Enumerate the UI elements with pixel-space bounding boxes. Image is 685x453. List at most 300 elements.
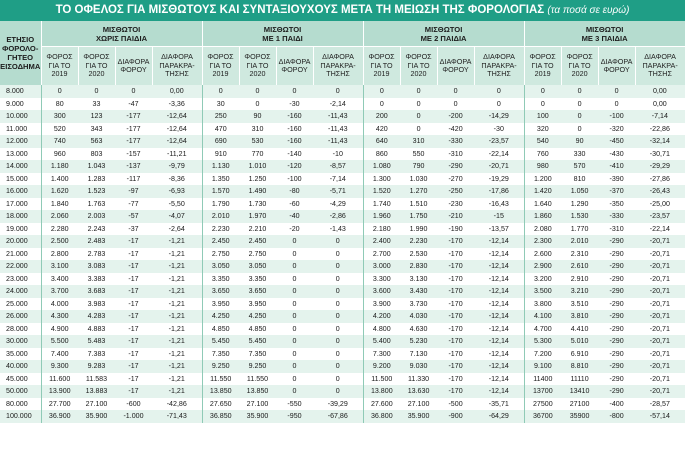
value-cell: -17: [115, 335, 152, 348]
value-cell: -17: [115, 348, 152, 361]
value-cell: 2.003: [78, 210, 115, 223]
value-cell: -170: [437, 273, 474, 286]
value-cell: -160: [276, 123, 313, 136]
value-cell: -5,71: [313, 185, 363, 198]
value-cell: -350: [598, 198, 635, 211]
value-cell: 0: [202, 85, 239, 98]
value-cell: -250: [437, 185, 474, 198]
value-cell: 0: [276, 348, 313, 361]
value-cell: -57,14: [635, 410, 685, 423]
value-cell: -170: [437, 335, 474, 348]
value-cell: -170: [437, 373, 474, 386]
value-cell: -450: [598, 135, 635, 148]
value-cell: -20,71: [635, 373, 685, 386]
value-cell: 1.283: [78, 173, 115, 186]
subcolumn-header: ΦΟΡΟΣ ΓΙΑ ΤΟ 2019: [41, 47, 78, 86]
value-cell: 1.640: [524, 198, 561, 211]
value-cell: 8.810: [561, 360, 598, 373]
value-cell: 570: [561, 160, 598, 173]
group-title-line2: ΜΕ 2 ΠΑΙΔΙΑ: [420, 33, 467, 43]
value-cell: 1.400: [41, 173, 78, 186]
value-cell: 2.750: [202, 248, 239, 261]
value-cell: -170: [437, 285, 474, 298]
value-cell: 3.650: [239, 285, 276, 298]
value-cell: 1.970: [239, 210, 276, 223]
value-cell: 310: [239, 123, 276, 136]
value-cell: -22,86: [635, 123, 685, 136]
value-cell: -1.000: [115, 410, 152, 423]
value-cell: 2.310: [561, 248, 598, 261]
value-cell: -64,29: [474, 410, 524, 423]
value-cell: 3.950: [239, 298, 276, 311]
value-cell: 4.300: [41, 310, 78, 323]
value-cell: -35,71: [474, 398, 524, 411]
income-cell: 24.000: [0, 285, 41, 298]
value-cell: -10: [313, 148, 363, 161]
value-cell: 3.683: [78, 285, 115, 298]
value-cell: 250: [202, 110, 239, 123]
value-cell: -550: [276, 398, 313, 411]
value-cell: 3.050: [239, 260, 276, 273]
value-cell: -20,71: [635, 273, 685, 286]
value-cell: -100: [276, 173, 313, 186]
value-cell: 3.900: [363, 298, 400, 311]
value-cell: 0: [276, 285, 313, 298]
value-cell: 3.350: [239, 273, 276, 286]
value-cell: 11.550: [239, 373, 276, 386]
value-cell: -28,57: [635, 398, 685, 411]
value-cell: -3,36: [152, 98, 202, 111]
value-cell: 4.283: [78, 310, 115, 323]
value-cell: 7.350: [202, 348, 239, 361]
table-row: [0, 298, 685, 311]
table-row: [0, 323, 685, 336]
value-cell: 0: [400, 110, 437, 123]
value-cell: -20,71: [635, 335, 685, 348]
table-row: [0, 185, 685, 198]
value-cell: -210: [437, 210, 474, 223]
value-cell: 2.530: [400, 248, 437, 261]
value-cell: -20: [276, 223, 313, 236]
value-cell: 320: [524, 123, 561, 136]
value-cell: 5.450: [239, 335, 276, 348]
value-cell: 0: [276, 373, 313, 386]
value-cell: -17,86: [474, 185, 524, 198]
value-cell: -20,71: [635, 323, 685, 336]
value-cell: 13700: [524, 385, 561, 398]
value-cell: -12,64: [152, 135, 202, 148]
value-cell: 3.083: [78, 260, 115, 273]
value-cell: 7.130: [400, 348, 437, 361]
value-cell: -29,29: [635, 160, 685, 173]
value-cell: 740: [41, 135, 78, 148]
income-cell: 17.000: [0, 198, 41, 211]
value-cell: 0: [313, 373, 363, 386]
subcolumn-header: ΦΟΡΟΣ ΓΙΑ ΤΟ 2019: [524, 47, 561, 86]
value-cell: 2.610: [561, 260, 598, 273]
table-row: [0, 123, 685, 136]
value-cell: 7.400: [41, 348, 78, 361]
value-cell: 1.990: [400, 223, 437, 236]
value-cell: 1.750: [400, 210, 437, 223]
subcolumn-header: ΦΟΡΟΣ ΓΙΑ ΤΟ 2020: [239, 47, 276, 86]
value-cell: 2.830: [400, 260, 437, 273]
value-cell: 9.300: [41, 360, 78, 373]
value-cell: 0: [313, 248, 363, 261]
value-cell: 11400: [524, 373, 561, 386]
value-cell: 803: [78, 148, 115, 161]
value-cell: -15: [474, 210, 524, 223]
value-cell: 1.530: [561, 210, 598, 223]
value-cell: 0: [41, 85, 78, 98]
value-cell: -12,64: [152, 123, 202, 136]
value-cell: 1.770: [561, 223, 598, 236]
value-cell: 1.250: [239, 173, 276, 186]
value-cell: 13.630: [400, 385, 437, 398]
income-cell: 13.000: [0, 148, 41, 161]
value-cell: 4.030: [400, 310, 437, 323]
table-row: [0, 148, 685, 161]
value-cell: 3.810: [561, 310, 598, 323]
income-cell: 9.000: [0, 98, 41, 111]
table-row: [0, 385, 685, 398]
value-cell: -160: [276, 135, 313, 148]
value-cell: -25,00: [635, 198, 685, 211]
value-cell: 0: [313, 285, 363, 298]
value-cell: -17: [115, 235, 152, 248]
value-cell: -290: [598, 248, 635, 261]
value-cell: 2.243: [78, 223, 115, 236]
value-cell: 4.410: [561, 323, 598, 336]
value-cell: 7.350: [239, 348, 276, 361]
value-cell: 3.100: [41, 260, 78, 273]
value-cell: 0,00: [635, 85, 685, 98]
value-cell: 11.550: [202, 373, 239, 386]
value-cell: 0: [239, 85, 276, 98]
value-cell: 27.700: [41, 398, 78, 411]
value-cell: 563: [78, 135, 115, 148]
value-cell: 0: [276, 360, 313, 373]
value-cell: 540: [524, 135, 561, 148]
value-cell: -7,14: [635, 110, 685, 123]
value-cell: -420: [437, 123, 474, 136]
value-cell: -4,29: [313, 198, 363, 211]
value-cell: 1.420: [524, 185, 561, 198]
value-cell: 0: [363, 85, 400, 98]
value-cell: 4.883: [78, 323, 115, 336]
value-cell: -12,64: [152, 110, 202, 123]
table-row: [0, 85, 685, 98]
income-cell: 50.000: [0, 385, 41, 398]
value-cell: 3.210: [561, 285, 598, 298]
value-cell: 0: [313, 360, 363, 373]
value-cell: -290: [598, 285, 635, 298]
table-row: [0, 348, 685, 361]
table-row: [0, 398, 685, 411]
value-cell: -17: [115, 360, 152, 373]
value-cell: 3.200: [524, 273, 561, 286]
value-cell: 0: [437, 85, 474, 98]
value-cell: 0: [400, 123, 437, 136]
value-cell: -290: [598, 385, 635, 398]
value-cell: -170: [437, 235, 474, 248]
value-cell: 960: [41, 148, 78, 161]
value-cell: 2.750: [239, 248, 276, 261]
value-cell: 9.283: [78, 360, 115, 373]
value-cell: -160: [276, 110, 313, 123]
subcolumn-header: ΦΟΡΟΣ ΓΙΑ ΤΟ 2019: [202, 47, 239, 86]
value-cell: -23,57: [635, 210, 685, 223]
value-cell: -13,57: [474, 223, 524, 236]
value-cell: 7.200: [524, 348, 561, 361]
value-cell: 2.600: [524, 248, 561, 261]
value-cell: -390: [598, 173, 635, 186]
table-row: [0, 248, 685, 261]
value-cell: -16,43: [474, 198, 524, 211]
value-cell: 36.900: [41, 410, 78, 423]
table-subtitle: (τα ποσά σε ευρώ): [547, 5, 630, 16]
value-cell: 1.080: [363, 160, 400, 173]
value-cell: 2.280: [41, 223, 78, 236]
value-cell: -20,71: [635, 298, 685, 311]
value-cell: 0: [400, 98, 437, 111]
value-cell: -57: [115, 210, 152, 223]
value-cell: 1.763: [78, 198, 115, 211]
income-cell: 45.000: [0, 373, 41, 386]
value-cell: -20,71: [635, 348, 685, 361]
value-cell: 1.030: [400, 173, 437, 186]
subcolumn-header: ΦΟΡΟΣ ΓΙΑ ΤΟ 2020: [400, 47, 437, 86]
value-cell: 550: [400, 148, 437, 161]
table-row: [0, 310, 685, 323]
value-cell: 0: [561, 110, 598, 123]
value-cell: 0: [276, 335, 313, 348]
value-cell: 860: [363, 148, 400, 161]
value-cell: 0: [363, 98, 400, 111]
value-cell: -20,71: [635, 248, 685, 261]
value-cell: 520: [41, 123, 78, 136]
value-cell: -400: [598, 398, 635, 411]
value-cell: -290: [598, 273, 635, 286]
value-cell: -11,21: [152, 148, 202, 161]
subcolumn-header: ΔΙΑΦΟΡΑ ΦΟΡΟΥ: [276, 47, 313, 86]
value-cell: 1.510: [400, 198, 437, 211]
value-cell: 0: [276, 273, 313, 286]
value-cell: -17: [115, 285, 152, 298]
group-title-line1: ΜΙΣΘΩΤΟΙ: [585, 24, 624, 34]
value-cell: 2.230: [400, 235, 437, 248]
value-cell: 3.650: [202, 285, 239, 298]
subcolumn-header: ΔΙΑΦΟΡΑ ΦΟΡΟΥ: [598, 47, 635, 86]
value-cell: -950: [276, 410, 313, 423]
value-cell: -500: [437, 398, 474, 411]
subcolumn-header: ΦΟΡΟΣ ΓΙΑ ΤΟ 2019: [363, 47, 400, 86]
value-cell: 690: [202, 135, 239, 148]
value-cell: -1,21: [152, 298, 202, 311]
value-cell: 0: [313, 273, 363, 286]
value-cell: 2.700: [363, 248, 400, 261]
group-title-line2: ΧΩΡΙΣ ΠΑΙΔΙΑ: [95, 33, 148, 43]
value-cell: 9.200: [363, 360, 400, 373]
value-cell: 5.400: [363, 335, 400, 348]
value-cell: 2.010: [202, 210, 239, 223]
value-cell: -8,57: [313, 160, 363, 173]
value-cell: 27100: [561, 398, 598, 411]
value-cell: 3.950: [202, 298, 239, 311]
value-cell: 1.200: [524, 173, 561, 186]
value-cell: -1,21: [152, 248, 202, 261]
income-cell: 12.000: [0, 135, 41, 148]
value-cell: 330: [561, 148, 598, 161]
value-cell: 0: [400, 85, 437, 98]
value-cell: 36.850: [202, 410, 239, 423]
value-cell: -12,14: [474, 360, 524, 373]
value-cell: 2.010: [561, 235, 598, 248]
value-cell: -42,86: [152, 398, 202, 411]
value-cell: -17: [115, 248, 152, 261]
value-cell: 0,00: [635, 98, 685, 111]
value-cell: 2.783: [78, 248, 115, 261]
value-cell: 3.400: [41, 273, 78, 286]
value-cell: 5.500: [41, 335, 78, 348]
value-cell: 6.910: [561, 348, 598, 361]
value-cell: 1.523: [78, 185, 115, 198]
value-cell: -170: [437, 360, 474, 373]
value-cell: 5.230: [400, 335, 437, 348]
value-cell: -290: [598, 373, 635, 386]
value-cell: -2,14: [313, 98, 363, 111]
value-cell: -6,93: [152, 185, 202, 198]
value-cell: 27.100: [239, 398, 276, 411]
value-cell: -67,86: [313, 410, 363, 423]
income-cell: 23.000: [0, 273, 41, 286]
value-cell: -230: [437, 198, 474, 211]
value-cell: 13.850: [202, 385, 239, 398]
value-cell: 0: [474, 98, 524, 111]
value-cell: -12,14: [474, 248, 524, 261]
value-cell: -290: [598, 310, 635, 323]
value-cell: -30: [276, 98, 313, 111]
value-cell: 27.600: [363, 398, 400, 411]
value-cell: -137: [115, 160, 152, 173]
value-cell: -157: [115, 148, 152, 161]
value-cell: -370: [598, 185, 635, 198]
value-cell: -27,86: [635, 173, 685, 186]
value-cell: 7.383: [78, 348, 115, 361]
value-cell: 0: [276, 310, 313, 323]
value-cell: -17: [115, 260, 152, 273]
value-cell: 3.300: [363, 273, 400, 286]
value-cell: 30: [202, 98, 239, 111]
value-cell: -1,21: [152, 385, 202, 398]
value-cell: -1,21: [152, 373, 202, 386]
value-cell: 0: [276, 323, 313, 336]
table-row: [0, 235, 685, 248]
value-cell: 0: [276, 85, 313, 98]
table-row: [0, 410, 685, 423]
value-cell: -190: [437, 223, 474, 236]
value-cell: 0: [561, 98, 598, 111]
value-cell: 11.583: [78, 373, 115, 386]
value-cell: 300: [41, 110, 78, 123]
value-cell: 3.130: [400, 273, 437, 286]
value-cell: -140: [276, 148, 313, 161]
value-cell: 980: [524, 160, 561, 173]
income-cell: 22.000: [0, 260, 41, 273]
value-cell: 2.180: [363, 223, 400, 236]
value-cell: 1.050: [561, 185, 598, 198]
value-cell: -37: [115, 223, 152, 236]
table-row: [0, 373, 685, 386]
value-cell: 343: [78, 123, 115, 136]
value-cell: 0: [524, 85, 561, 98]
value-cell: 1.520: [363, 185, 400, 198]
value-cell: 640: [363, 135, 400, 148]
value-cell: 0: [437, 98, 474, 111]
value-cell: -1,21: [152, 323, 202, 336]
value-cell: -80: [276, 185, 313, 198]
value-cell: 5.300: [524, 335, 561, 348]
value-cell: 3.000: [363, 260, 400, 273]
value-cell: -1,21: [152, 260, 202, 273]
value-cell: 2.483: [78, 235, 115, 248]
value-cell: -410: [598, 160, 635, 173]
subcolumn-header: ΔΙΑΦΟΡΑ ΠΑΡΑΚΡΑ- ΤΗΣΗΣ: [474, 47, 524, 86]
value-cell: -170: [437, 310, 474, 323]
value-cell: 0: [561, 85, 598, 98]
value-cell: 11110: [561, 373, 598, 386]
value-cell: 4.850: [239, 323, 276, 336]
value-cell: 0: [561, 123, 598, 136]
value-cell: 2.450: [202, 235, 239, 248]
value-cell: 9.250: [239, 360, 276, 373]
value-cell: 1.490: [239, 185, 276, 198]
value-cell: -177: [115, 123, 152, 136]
value-cell: -290: [598, 235, 635, 248]
group-title-line2: ΜΕ 3 ΠΑΙΔΙΑ: [581, 33, 628, 43]
value-cell: 3.730: [400, 298, 437, 311]
value-cell: 0: [313, 385, 363, 398]
value-cell: -20,71: [635, 260, 685, 273]
value-cell: 3.600: [363, 285, 400, 298]
value-cell: -12,14: [474, 348, 524, 361]
value-cell: 4.250: [239, 310, 276, 323]
value-cell: 4.700: [524, 323, 561, 336]
value-cell: 2.450: [239, 235, 276, 248]
value-cell: -290: [598, 335, 635, 348]
income-cell: 30.000: [0, 335, 41, 348]
value-cell: -800: [598, 410, 635, 423]
value-cell: 0: [524, 98, 561, 111]
value-cell: 0: [313, 85, 363, 98]
value-cell: -17: [115, 273, 152, 286]
value-cell: 4.100: [524, 310, 561, 323]
value-cell: 27.100: [78, 398, 115, 411]
value-cell: 0,00: [152, 85, 202, 98]
value-cell: 2.230: [202, 223, 239, 236]
value-cell: 3.383: [78, 273, 115, 286]
value-cell: -17: [115, 373, 152, 386]
value-cell: -9,79: [152, 160, 202, 173]
value-cell: -30,71: [635, 148, 685, 161]
income-cell: 8.000: [0, 85, 41, 98]
value-cell: 9.030: [400, 360, 437, 373]
value-cell: 35900: [561, 410, 598, 423]
value-cell: -600: [115, 398, 152, 411]
group-header: [41, 21, 202, 47]
value-cell: 90: [239, 110, 276, 123]
value-cell: 2.060: [41, 210, 78, 223]
